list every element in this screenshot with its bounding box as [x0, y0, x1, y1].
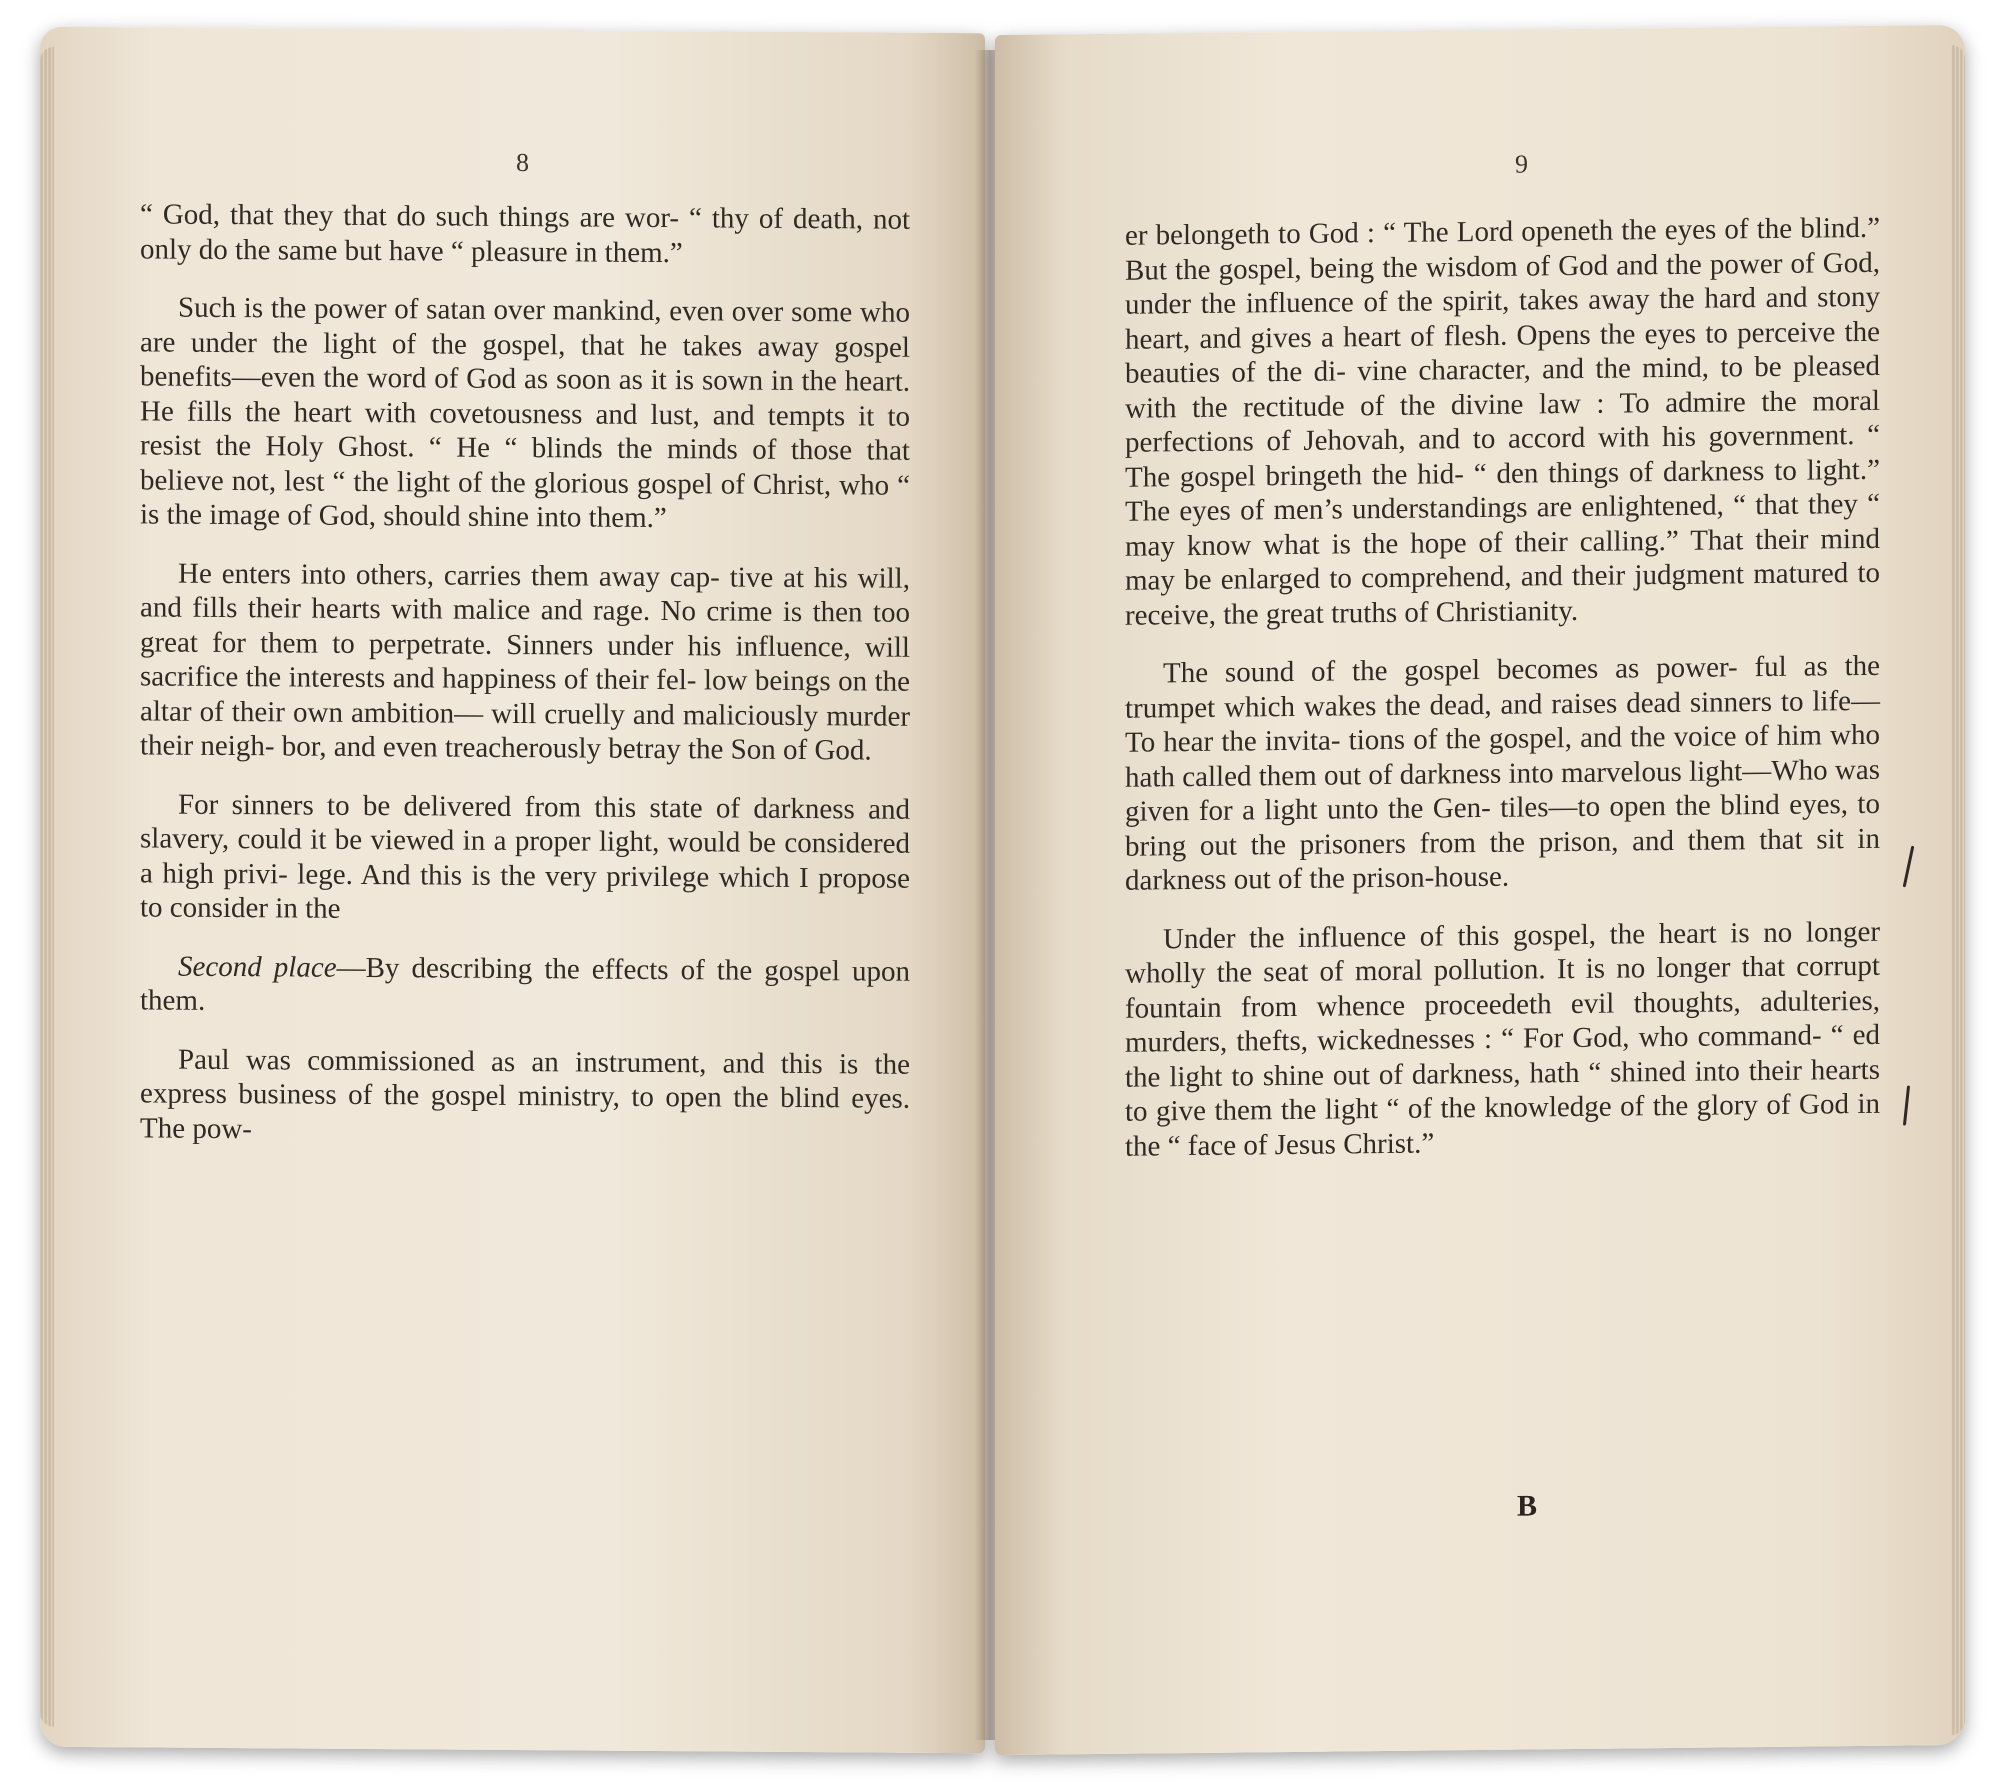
right-paragraph-3: Under the influence of this gospel, the heart is no longer wholly the seat of moral pollution. It is no longer that corrupt fountain from whence proceedeth evil thoughts, adulteries, murders, thefts, wickednesses : “ For God, who command- “ ed the light to shine out of darkness, hath “ shined into their hearts to give them the light “ of the knowledge of the glory of God in the “ face of Jesus Christ.” [1125, 915, 1880, 1163]
left-paragraph-second-place [140, 949, 910, 1023]
left-paragraph-last: Paul was commissioned as an instrument, and this is the express business of the gospel ministry, to open the blind eyes. The pow- [140, 1043, 910, 1145]
left-paragraph-3: He enters into others, carries them away cap- tive at his will, and fills their hearts with malice and rage. No crime is then too great for them to perpetrate. Sinners under his influence, will sacrifice the interests and happiness of their fel- low beings on the altar of their own ambition— will cruelly and maliciously murder their neigh- bor, and even treacherously betray the Son of God. [140, 557, 910, 767]
left-page-edges [40, 47, 54, 1727]
right-paragraph-2: The sound of the gospel becomes as power- ful as the trumpet which wakes the dead, and raises dead sinners to life—To hear the invita- tions of the gospel, and the voice of him who hath called them out of darkness into marvelous light—Who was given for a light unto the Gen- tiles—to open the blind eyes, to bring out the prisoners from the prison, and them that sit in darkness out of the prison-house. [1125, 649, 1880, 897]
left-page [40, 27, 985, 1754]
right-page [995, 25, 1965, 1755]
right-page-text [1125, 211, 1880, 1188]
pencil-mark-2 [1903, 1085, 1910, 1125]
signature-mark: B [1517, 1489, 1538, 1523]
left-paragraph-2: Such is the power of satan over mankind, even over some who are under the light of the gospel, that he takes away gospel benefits—even the word of God as soon as it is sown in the heart. He fills the heart with covetousness and lust, and tempts it to resist the Holy Ghost. “ He “ blinds the minds of those that believe not, lest “ the light of the glorious gospel of Christ, who “ is the image of God, should shine into them.” [140, 291, 910, 535]
open-book [40, 30, 1970, 1760]
left-paragraph-1: “ God, that they that do such things are wor- “ thy of death, not only do the same but have “ pleasure in them.” [140, 198, 910, 269]
second-place-text: —By describing the effects of the gospel upon them. [140, 951, 911, 1017]
right-page-number: 9 [1515, 149, 1528, 179]
left-paragraph-4: For sinners to be delivered from this state of darkness and slavery, could it be viewed in a proper light, would be considered a high privi- lege. And this is the very privilege which I propose to consider in the [140, 788, 910, 925]
left-page-text [140, 197, 910, 1174]
pencil-mark-1 [1903, 846, 1915, 888]
right-paragraph-1: er belongeth to God : “ The Lord openeth the eyes of the blind.” But the gospel, being the wisdom of God and the power of God, under the influence of the spirit, takes away the hard and stony heart, and gives a heart of flesh. Opens the eyes to perceive the beauties of the di- vine character, and the mind, to be pleased with the rectitude of the divine law : To admire the moral perfections of Jehovah, and to accord with his government. “ The gospel bringeth the hid- “ den things of darkness to light.” The eyes of men’s understandings are enlightened, “ that they “ may know what is the hope of their calling.” That their mind may be enlarged to comprehend, and their judgment matured to receive, the great truths of Christianity. [1125, 211, 1880, 632]
left-page-number: 8 [516, 148, 529, 178]
right-page-edges [1951, 45, 1965, 1735]
second-place-label: Second place [178, 950, 337, 984]
